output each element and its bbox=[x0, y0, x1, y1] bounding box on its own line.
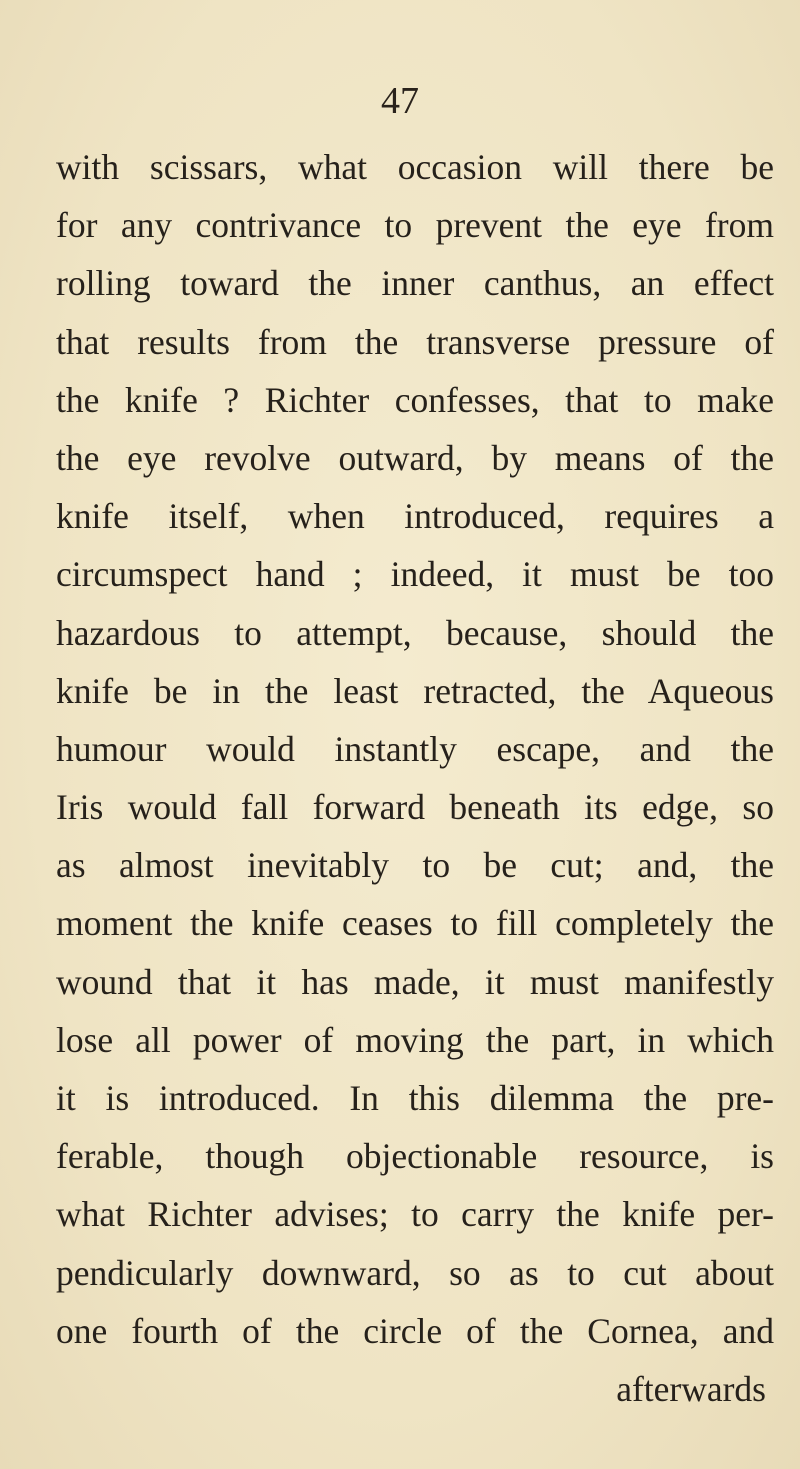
text-line: one fourth of the circle of the Cornea, and bbox=[56, 1310, 774, 1351]
text-line: hazardous to attempt, because, should the bbox=[56, 612, 774, 653]
page-number: 47 bbox=[381, 80, 419, 122]
text-line: lose all power of moving the part, in which bbox=[56, 1019, 774, 1060]
text-line: as almost inevitably to be cut; and, the bbox=[56, 845, 774, 886]
text-line: knife itself, when introduced, requires a bbox=[56, 496, 774, 537]
text-line: the eye revolve outward, by means of the bbox=[56, 437, 774, 478]
catchword: afterwards bbox=[616, 1368, 766, 1409]
text-line: Iris would fall forward beneath its edge, so bbox=[56, 787, 774, 828]
text-line: knife be in the least retracted, the Aqueous bbox=[56, 670, 774, 711]
text-line: moment the knife ceases to fill completely the bbox=[56, 903, 774, 944]
text-line: the knife ? Richter confesses, that to make bbox=[56, 379, 774, 420]
text-line: circumspect hand ; indeed, it must be too bbox=[56, 554, 774, 595]
text-line: for any contrivance to prevent the eye from bbox=[56, 205, 774, 246]
text-line: wound that it has made, it must manifestly bbox=[56, 961, 774, 1002]
text-line: humour would instantly escape, and the bbox=[56, 728, 774, 769]
text-line: that results from the transverse pressure of bbox=[56, 321, 774, 362]
text-line: ferable, though objectionable resource, is bbox=[56, 1136, 774, 1177]
text-line: rolling toward the inner canthus, an effect bbox=[56, 263, 774, 304]
text-line: what Richter advises; to carry the knife per- bbox=[56, 1194, 774, 1235]
text-line: with scissars, what occasion will there be bbox=[56, 147, 774, 187]
body-text bbox=[56, 138, 774, 1418]
text-line: pendicularly downward, so as to cut about bbox=[56, 1252, 774, 1293]
text-line: it is introduced. In this dilemma the pre- bbox=[56, 1078, 774, 1118]
